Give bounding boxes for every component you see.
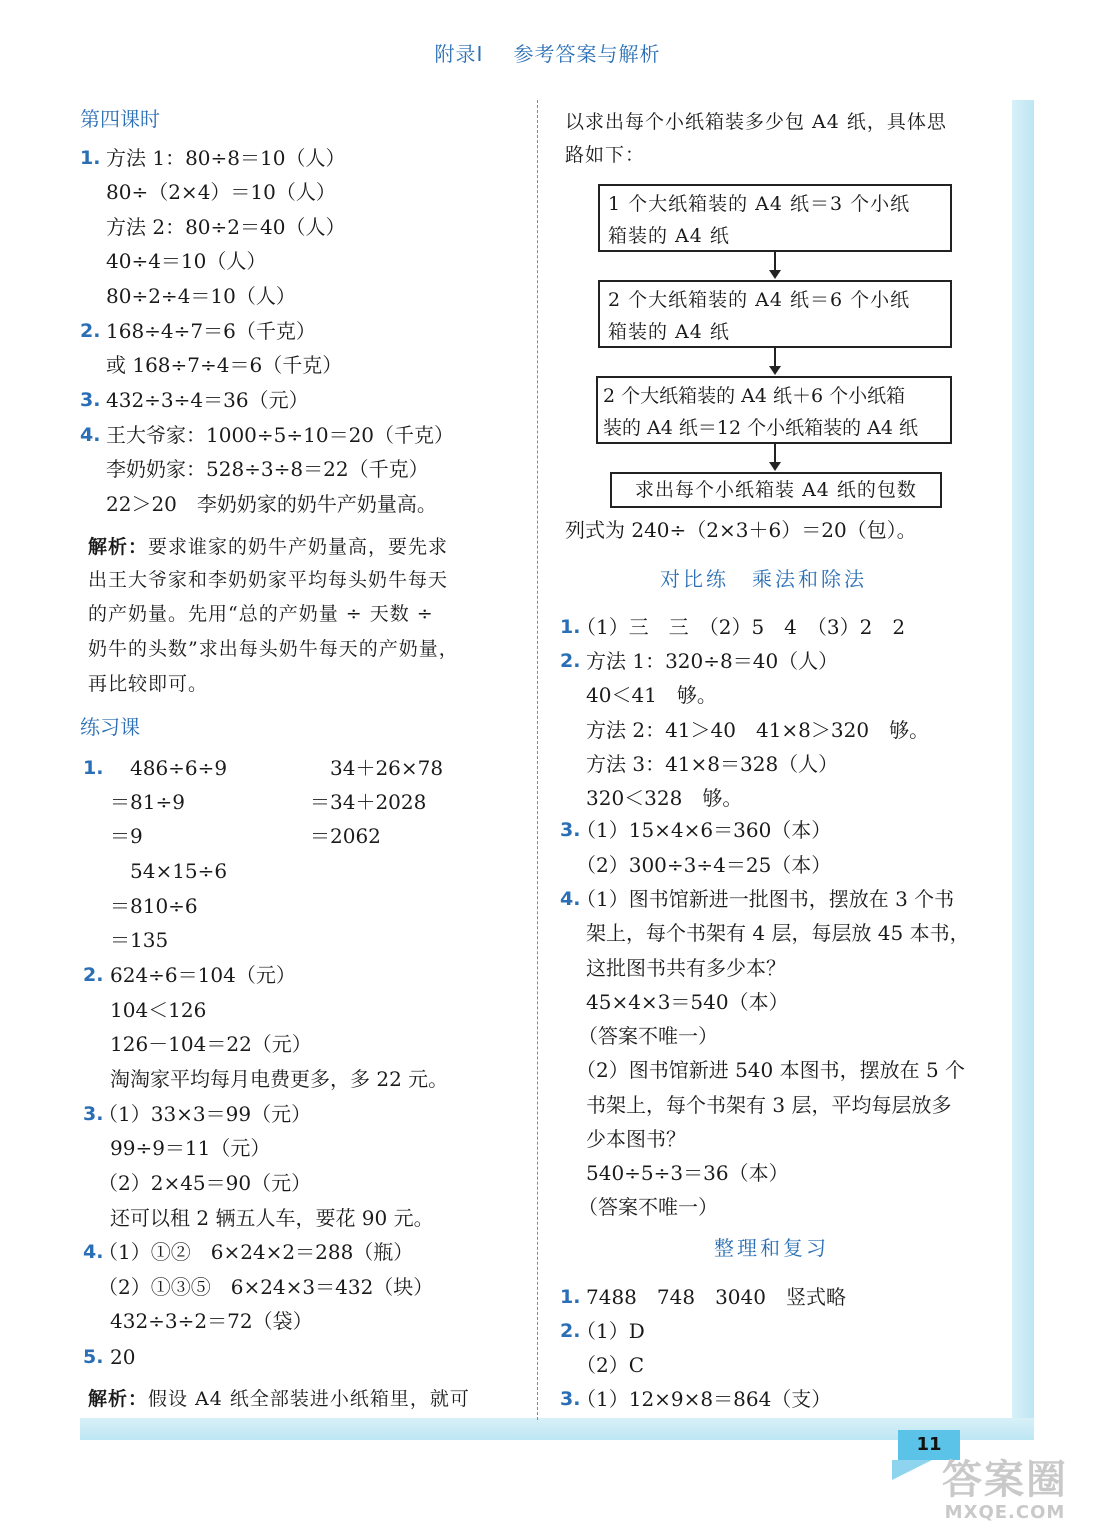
question-number: 5.	[83, 1346, 104, 1368]
question-number: 2.	[560, 1320, 581, 1342]
answer-line: 432÷3÷4＝36（元）	[106, 388, 309, 412]
calc-line: ＝810÷6	[110, 894, 198, 918]
calc-line: ＝9	[110, 824, 143, 848]
analysis-line: 的产奶量。先用“总的产奶量 ÷ 天数 ÷	[88, 603, 434, 625]
answer-line: 方法 1：320÷8＝40（人）	[586, 649, 839, 673]
answer-line: （答案不唯一）	[578, 1024, 718, 1048]
question-number: 2.	[560, 650, 581, 672]
question-number: 4.	[560, 888, 581, 910]
answer-line: （2）图书馆新进 540 本图书，摆放在 5 个	[576, 1058, 966, 1082]
answer-line: 方法 3：41×8＝328（人）	[586, 752, 839, 776]
answer-line: 624÷6＝104（元）	[110, 963, 296, 987]
answer-line: 方法 2：80÷2＝40（人）	[106, 215, 346, 239]
analysis-text: 要求谁家的奶牛产奶量高，要先求	[148, 536, 449, 558]
answer-line: 22＞20 李奶奶家的奶牛产奶量高。	[106, 492, 437, 516]
answer-line: 王大爷家：1000÷5÷10＝20（千克）	[106, 423, 455, 447]
analysis-line: 路如下：	[565, 144, 646, 166]
calc-line: 34＋26×78	[330, 756, 444, 780]
flow-arrow	[774, 444, 776, 464]
page-edge-decoration	[1012, 100, 1034, 1430]
question-number: 3.	[80, 389, 101, 411]
column-divider	[537, 100, 538, 1420]
answer-line: （答案不唯一）	[578, 1195, 718, 1219]
section-title-lesson4: 第四课时	[80, 107, 160, 131]
answer-line: 列式为 240÷（2×3＋6）＝20（包）。	[565, 518, 917, 542]
flow-box-2	[598, 280, 952, 348]
answer-line: （1）三 三 （2）5 4 （3）2 2	[576, 615, 906, 639]
flow-text: 箱装的 A4 纸	[608, 321, 730, 343]
answer-line: （1）D	[576, 1319, 645, 1343]
calc-line: 54×15÷6	[130, 859, 228, 883]
answer-line: 或 168÷7÷4＝6（千克）	[106, 353, 343, 377]
answer-line: 80÷2÷4＝10（人）	[106, 284, 296, 308]
question-number: 2.	[83, 964, 104, 986]
answer-line: 方法 1：80÷8＝10（人）	[106, 146, 346, 170]
analysis-line: 奶牛的头数”求出每头奶牛每天的产奶量，	[88, 638, 459, 660]
answer-line: （1）15×4×6＝360（本）	[576, 818, 832, 842]
answer-line: 540÷5÷3＝36（本）	[586, 1161, 789, 1185]
question-number: 1.	[80, 147, 101, 169]
answer-line: （1）33×3＝99（元）	[98, 1102, 312, 1126]
answer-line: 还可以租 2 辆五人车，要花 90 元。	[110, 1206, 434, 1230]
answer-line: （1）图书馆新进一批图书，摆放在 3 个书	[576, 887, 955, 911]
answer-line: 168÷4÷7＝6（千克）	[106, 319, 316, 343]
question-number: 2.	[80, 320, 101, 342]
watermark-logo	[925, 1458, 1085, 1528]
answer-line: 432÷3÷2＝72（袋）	[110, 1309, 313, 1333]
page-number: 11	[898, 1430, 960, 1460]
answer-line: 40＜41 够。	[586, 683, 717, 707]
page-bottom-decoration	[80, 1418, 1034, 1440]
watermark-url: MXQE.COM	[944, 1502, 1066, 1523]
flow-box-4	[610, 472, 942, 508]
flow-arrow	[774, 348, 776, 368]
arrow-down-icon	[769, 366, 781, 375]
subsection-title-review: 整理和复习	[714, 1236, 829, 1260]
answer-line: （1）12×9×8＝864（支）	[576, 1387, 832, 1411]
flow-text: 2 个大纸箱装的 A4 纸＋6 个小纸箱	[603, 385, 906, 407]
flow-box-3	[596, 376, 952, 444]
flow-text: 箱装的 A4 纸	[608, 225, 730, 247]
flow-text: 2 个大纸箱装的 A4 纸＝6 个小纸	[608, 289, 911, 311]
calc-line: ＝81÷9	[110, 790, 185, 814]
flow-text: 装的 A4 纸＝12 个小纸箱装的 A4 纸	[603, 417, 918, 439]
page-header	[0, 38, 1095, 67]
answer-line: 320＜328 够。	[586, 786, 743, 810]
arrow-down-icon	[769, 462, 781, 471]
answer-line: 20	[110, 1345, 136, 1369]
question-number: 1.	[560, 616, 581, 638]
answer-line: 45×4×3＝540（本）	[586, 990, 789, 1014]
analysis-text: 假设 A4 纸全部装进小纸箱里，就可	[148, 1388, 470, 1410]
answer-line: （1）①② 6×24×2＝288（瓶）	[98, 1240, 414, 1264]
question-number: 4.	[83, 1241, 104, 1263]
answer-line: 淘淘家平均每月电费更多，多 22 元。	[110, 1067, 449, 1091]
answer-line: 方法 2：41＞40 41×8＞320 够。	[586, 718, 930, 742]
analysis-line: 再比较即可。	[88, 673, 209, 695]
answer-line: 99÷9＝11（元）	[110, 1136, 271, 1160]
flow-box-1	[598, 184, 952, 252]
calc-line: 486÷6÷9	[130, 756, 228, 780]
question-number: 1.	[83, 757, 104, 779]
answer-line: （2）C	[576, 1353, 645, 1377]
analysis-line: 出王大爷家和李奶奶家平均每头奶牛每天	[88, 569, 449, 591]
arrow-down-icon	[769, 270, 781, 279]
analysis-line	[88, 534, 448, 560]
answer-line: （2）①③⑤ 6×24×3＝432（块）	[98, 1275, 434, 1299]
question-number: 3.	[560, 1388, 581, 1410]
answer-line: 书架上，每个书架有 3 层，平均每层放多	[586, 1093, 952, 1117]
watermark-text: 答案圈	[942, 1457, 1068, 1503]
header-appendix: 附录Ⅰ	[434, 42, 484, 66]
answer-line: （2）2×45＝90（元）	[98, 1171, 312, 1195]
analysis-label: 解析：	[88, 1388, 149, 1410]
answer-line: 7488 748 3040 竖式略	[586, 1285, 846, 1309]
calc-line: ＝2062	[310, 824, 381, 848]
answer-line: 80÷（2×4）＝10（人）	[106, 180, 336, 204]
question-number: 4.	[80, 424, 101, 446]
answer-line: 李奶奶家：528÷3÷8＝22（千克）	[106, 457, 429, 481]
subsection-title-compare: 对比练 乘法和除法	[660, 567, 867, 591]
header-title: 参考答案与解析	[513, 42, 661, 66]
analysis-line	[88, 1386, 470, 1412]
answer-line: 少本图书？	[586, 1127, 686, 1151]
analysis-line: 以求出每个小纸箱装多少包 A4 纸，具体思	[565, 111, 947, 133]
question-number: 1.	[560, 1286, 581, 1308]
question-number: 3.	[83, 1103, 104, 1125]
flow-text: 求出每个小纸箱装 A4 纸的包数	[635, 479, 917, 501]
analysis-label: 解析：	[88, 536, 149, 558]
question-number: 3.	[560, 819, 581, 841]
answer-line: 104＜126	[110, 998, 207, 1022]
answer-line: 40÷4＝10（人）	[106, 249, 267, 273]
calc-line: ＝135	[110, 928, 169, 952]
answer-line: 126－104＝22（元）	[110, 1032, 312, 1056]
answer-line: 架上，每个书架有 4 层，每层放 45 本书，	[586, 921, 970, 945]
answer-line: 这批图书共有多少本？	[586, 956, 786, 980]
flow-text: 1 个大纸箱装的 A4 纸＝3 个小纸	[608, 193, 911, 215]
section-title-practice: 练习课	[80, 715, 140, 739]
calc-line: ＝34＋2028	[310, 790, 427, 814]
answer-line: （2）300÷3÷4＝25（本）	[576, 853, 832, 877]
flow-arrow	[774, 252, 776, 272]
